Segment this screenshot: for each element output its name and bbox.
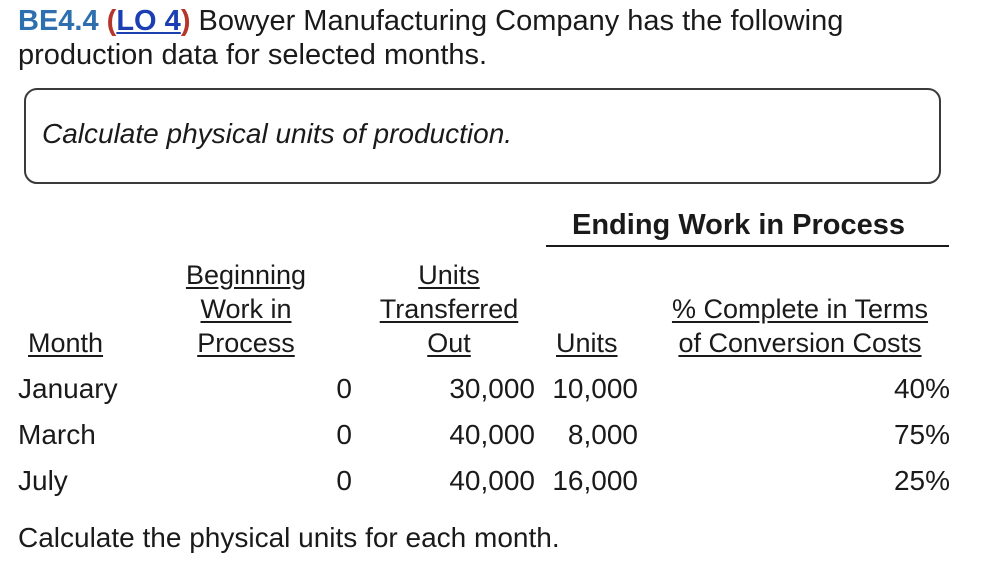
header-transferred-line2: Transferred — [379, 294, 519, 324]
header-transferred-line3: Out — [427, 328, 471, 358]
header-beginning-line3: Process — [197, 328, 295, 358]
footer-instruction: Calculate the physical units for each month. — [18, 522, 560, 553]
learning-objective-link[interactable]: LO 4 — [116, 5, 181, 37]
cell-complete: 40% — [893, 373, 950, 404]
header-complete-line2: of Conversion Costs — [678, 328, 922, 358]
exercise-heading — [18, 4, 843, 72]
open-paren: ( — [106, 5, 117, 37]
cell-units: 16,000 — [552, 465, 638, 496]
header-units-label: Units — [556, 328, 618, 358]
cell-transferred: 40,000 — [449, 465, 535, 496]
cell-month: January — [18, 373, 118, 404]
cell-transferred: 30,000 — [449, 373, 535, 404]
header-percent-complete — [652, 292, 948, 360]
cell-complete: 75% — [893, 419, 950, 450]
cell-beginning: 0 — [336, 373, 352, 404]
heading-text: Bowyer Manufacturing Company has the following — [190, 5, 844, 37]
header-month — [28, 326, 103, 360]
cell-transferred: 40,000 — [449, 419, 535, 450]
cell-month: July — [18, 465, 68, 496]
group-header-rule — [546, 245, 949, 247]
header-beginning-wip — [168, 258, 324, 360]
cell-beginning: 0 — [336, 419, 352, 450]
close-paren: ) — [180, 5, 191, 37]
exercise-code: BE4.4 — [18, 5, 99, 37]
header-beginning-line1: Beginning — [185, 260, 307, 290]
header-units — [556, 326, 618, 360]
cell-month: March — [18, 419, 96, 450]
cell-beginning: 0 — [336, 465, 352, 496]
header-complete-line1: % Complete in Terms — [671, 294, 929, 324]
instruction-text: Calculate physical units of production. — [42, 118, 513, 149]
ending-wip-group-header: Ending Work in Process — [572, 209, 906, 241]
header-units-transferred — [360, 258, 538, 360]
cell-units: 8,000 — [567, 419, 638, 450]
heading-text-line2: production data for selected months. — [18, 39, 488, 71]
header-transferred-line1: Units — [418, 260, 480, 290]
header-beginning-line2: Work in — [200, 294, 292, 324]
cell-complete: 25% — [893, 465, 950, 496]
cell-units: 10,000 — [552, 373, 638, 404]
header-month-label: Month — [28, 328, 104, 358]
